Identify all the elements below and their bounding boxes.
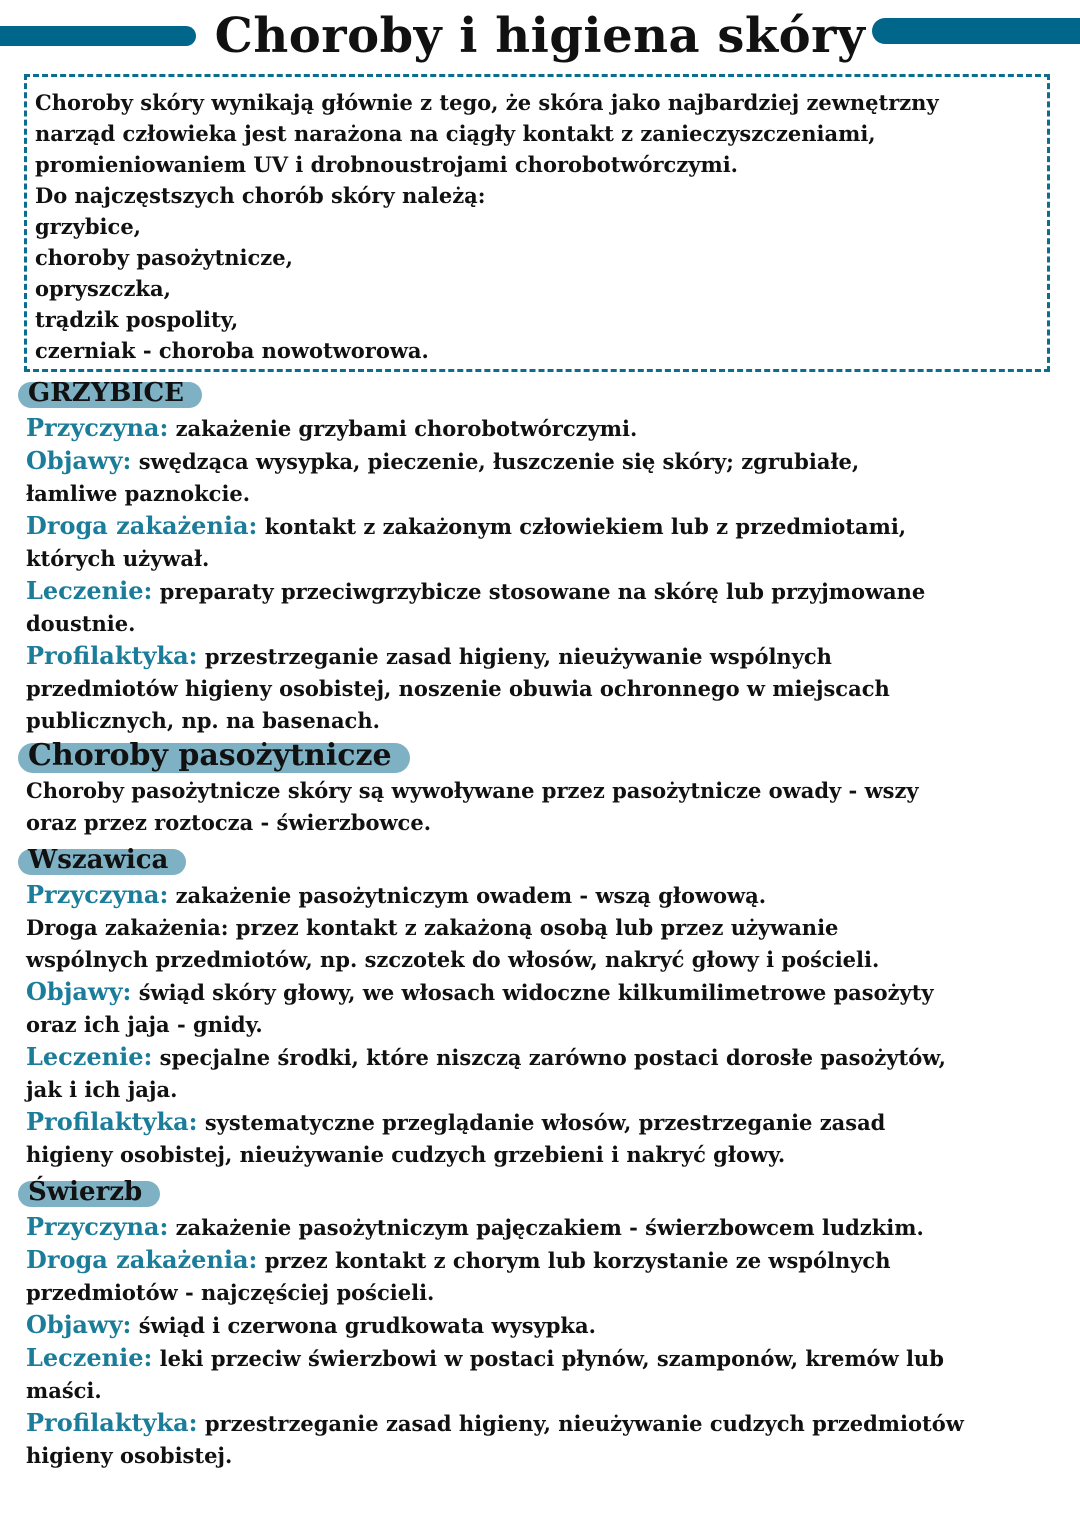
swierzb-treatment [26, 1342, 1056, 1407]
symptoms-text: oraz ich jaja - gnidy. [26, 1012, 263, 1037]
swierzb-prevention [26, 1407, 1056, 1472]
cause-label: Przyczyna: [26, 413, 169, 442]
intro-line: choroby pasożytnicze, [35, 245, 293, 270]
symptoms-label: Objawy: [26, 1310, 132, 1339]
symptoms-text: świąd skóry głowy, we włosach widoczne kilkumilimetrowe pasożyty [138, 980, 934, 1005]
cause-label: Przyczyna: [26, 880, 169, 909]
section-swierzb [26, 1171, 1056, 1472]
intro-line: trądzik pospolity, [35, 307, 239, 332]
prevention-text: higieny osobistej. [26, 1443, 233, 1468]
intro-line: grzybice, [35, 214, 141, 239]
intro-line: narząd człowieka jest narażona na ciągły kontakt z zanieczyszczeniami, [35, 121, 876, 146]
intro-box [24, 74, 1050, 372]
treatment-label: Leczenie: [26, 1343, 153, 1372]
route-text: Droga zakażenia: przez kontakt z zakażoną osobą lub przez używanie [26, 915, 839, 940]
cause-text: zakażenie grzybami chorobotwórczymi. [175, 416, 638, 441]
prevention-text: higieny osobistej, nieużywanie cudzych grzebieni i nakryć głowy. [26, 1142, 786, 1167]
title-bar [0, 0, 1080, 72]
treatment-text: maści. [26, 1378, 102, 1403]
symptoms-text: swędząca wysypka, pieczenie, łuszczenie się skóry; zgrubiałe, [138, 449, 860, 474]
route-text: przez kontakt z chorym lub korzystanie ze wspólnych [264, 1248, 891, 1273]
treatment-label: Leczenie: [26, 576, 153, 605]
section-heading-pasozytnicze: Choroby pasożytnicze [26, 737, 410, 775]
wszawica-symptoms [26, 976, 1056, 1041]
intro-line: Do najczęstszych chorób skóry należą: [35, 183, 486, 208]
pasozytnicze-line: oraz przez roztocza - świerzbowce. [26, 810, 431, 835]
treatment-text: jak i ich jaja. [26, 1077, 178, 1102]
prevention-text: przestrzeganie zasad higieny, nieużywanie cudzych przedmiotów [204, 1411, 964, 1436]
symptoms-label: Objawy: [26, 446, 132, 475]
grzybice-prevention [26, 640, 1056, 737]
route-text: wspólnych przedmiotów, np. szczotek do włosów, nakryć głowy i pościeli. [26, 947, 880, 972]
section-pasozytnicze [26, 737, 1056, 839]
route-text: których używał. [26, 546, 210, 571]
content [26, 376, 1056, 1472]
intro-line: Choroby skóry wynikają głównie z tego, że skóra jako najbardziej zewnętrzny [35, 90, 939, 115]
prevention-text: przestrzeganie zasad higieny, nieużywanie wspólnych [204, 644, 832, 669]
grzybice-symptoms [26, 445, 1056, 510]
grzybice-cause [26, 412, 1056, 445]
page-title: Choroby i higiena skóry [214, 8, 866, 64]
treatment-text: doustnie. [26, 611, 136, 636]
prevention-text: publicznych, np. na basenach. [26, 708, 380, 733]
grzybice-route [26, 510, 1056, 575]
section-wszawica [26, 839, 1056, 1171]
treatment-text: specjalne środki, które niszczą zarówno postaci dorosłe pasożytów, [159, 1045, 946, 1070]
section-heading-swierzb: Świerzb [26, 1175, 160, 1209]
swierzb-cause [26, 1211, 1056, 1244]
prevention-text: systematyczne przeglądanie włosów, przestrzeganie zasad [204, 1110, 886, 1135]
cause-text: zakażenie pasożytniczym owadem - wszą głowową. [175, 883, 767, 908]
pasozytnicze-text [26, 775, 1056, 839]
section-grzybice [26, 376, 1056, 737]
prevention-label: Profilaktyka: [26, 641, 198, 670]
route-text: kontakt z zakażonym człowiekiem lub z przedmiotami, [264, 514, 907, 539]
section-heading-wszawica: Wszawica [26, 843, 186, 877]
swierzb-route [26, 1244, 1056, 1309]
prevention-label: Profilaktyka: [26, 1107, 198, 1136]
intro-line: czerniak - choroba nowotworowa. [35, 338, 429, 363]
treatment-label: Leczenie: [26, 1042, 153, 1071]
treatment-text: preparaty przeciwgrzybicze stosowane na skórę lub przyjmowane [159, 579, 926, 604]
wszawica-treatment [26, 1041, 1056, 1106]
pasozytnicze-line: Choroby pasożytnicze skóry są wywoływane przez pasożytnicze owady - wszy [26, 778, 919, 803]
intro-line: opryszczka, [35, 276, 171, 301]
swierzb-symptoms [26, 1309, 1056, 1342]
section-heading-grzybice: GRZYBICE [26, 376, 202, 410]
symptoms-label: Objawy: [26, 977, 132, 1006]
prevention-text: przedmiotów higieny osobistej, noszenie obuwia ochronnego w miejscach [26, 676, 890, 701]
wszawica-route [26, 912, 1056, 976]
treatment-text: leki przeciw świerzbowi w postaci płynów, szamponów, kremów lub [159, 1346, 944, 1371]
prevention-label: Profilaktyka: [26, 1408, 198, 1437]
route-text: przedmiotów - najczęściej pościeli. [26, 1280, 435, 1305]
symptoms-text: łamliwe paznokcie. [26, 481, 251, 506]
symptoms-text: świąd i czerwona grudkowata wysypka. [138, 1313, 596, 1338]
cause-label: Przyczyna: [26, 1212, 169, 1241]
wszawica-prevention [26, 1106, 1056, 1171]
grzybice-treatment [26, 575, 1056, 640]
wszawica-cause [26, 879, 1056, 912]
route-label: Droga zakażenia: [26, 1245, 258, 1274]
cause-text: zakażenie pasożytniczym pajęczakiem - świerzbowcem ludzkim. [175, 1215, 924, 1240]
intro-line: promieniowaniem UV i drobnoustrojami chorobotwórczymi. [35, 152, 738, 177]
route-label: Droga zakażenia: [26, 511, 258, 540]
